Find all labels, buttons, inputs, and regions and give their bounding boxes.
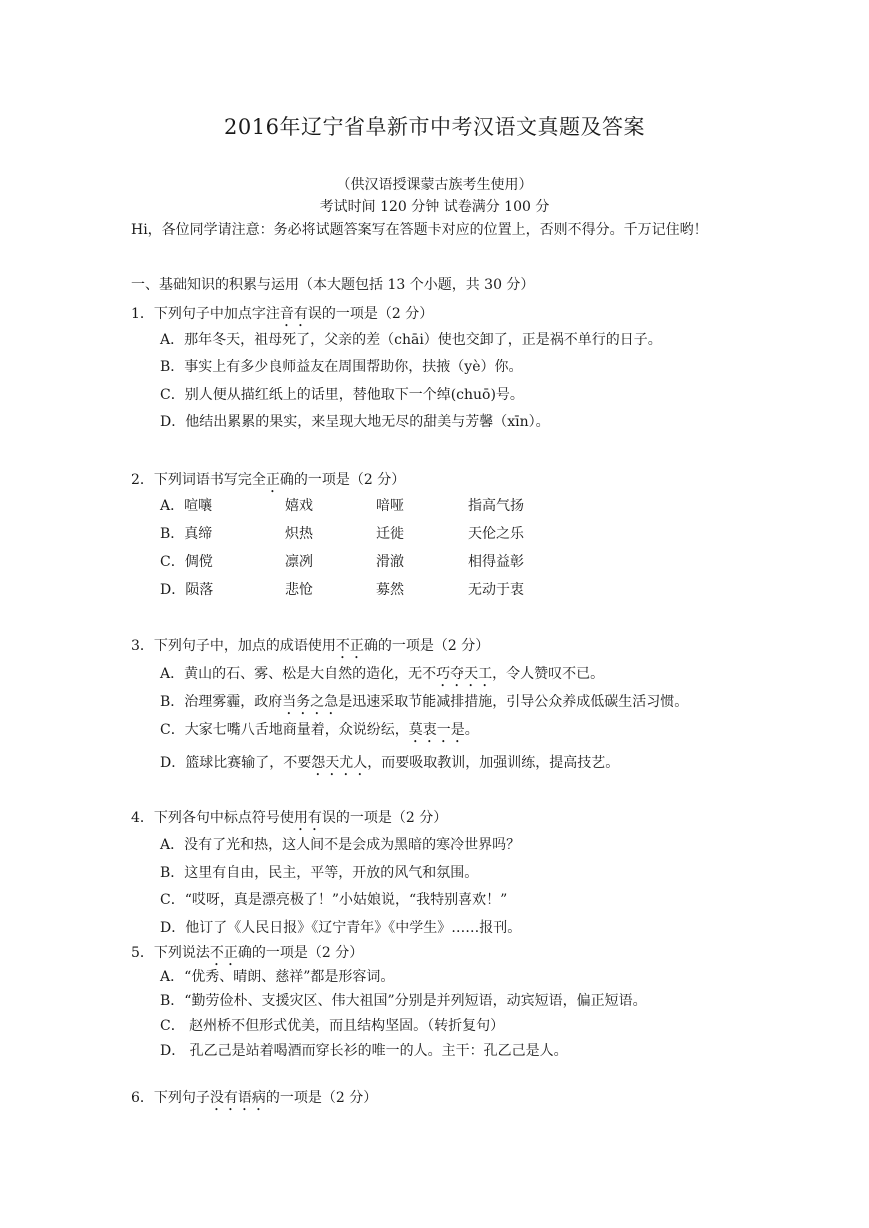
word-cell: 炽热 — [285, 526, 313, 542]
q3-option-a — [160, 666, 604, 690]
option-text: ，令人赞叹不已。 — [492, 666, 605, 682]
emphasized-idiom: 巧夺天工 — [436, 666, 493, 682]
q4-option-d: D．他订了《人民日报》《辽宁青年》《中学生》……报刊。 — [160, 920, 522, 936]
emphasized-text: 用有 — [293, 810, 322, 826]
word-cell: 迁徙 — [376, 526, 404, 542]
question-3-stem — [131, 638, 489, 662]
stem-text: 确的一项是（2 分） — [237, 945, 364, 961]
question-6-stem — [131, 1090, 377, 1114]
word-cell: A．喧嚷 — [160, 498, 213, 514]
section-heading: 一、基础知识的积累与运用（本大题包括 13 个小题，共 30 分） — [131, 277, 535, 293]
option-text: C．大家七嘴八舌地商量着，众说纷纭， — [160, 722, 409, 738]
word-cell: B．真缔 — [160, 526, 213, 542]
word-cell: C．倜傥 — [160, 554, 213, 570]
emphasized-idiom: 当务之急 — [282, 694, 339, 710]
option-text: 。 — [464, 722, 479, 738]
q5-option-b: B．“勤劳俭朴、支援灾区、伟大祖国”分别是并列短语，动宾短语，偏正短语。 — [160, 993, 647, 1009]
stem-text: 的一项是（2 分） — [265, 1090, 378, 1106]
stem-text: 5．下列说法 — [131, 945, 210, 961]
emphasized-text: 不正 — [335, 638, 364, 654]
emphasized-text: 正 — [265, 472, 280, 488]
stem-text: 4．下列各句中标点符号使 — [131, 810, 294, 826]
q1-option-b: B．事实上有多少良师益友在周围帮助你，扶掖（yè）你。 — [160, 359, 523, 375]
word-cell: 无动于衷 — [468, 582, 524, 598]
page-title: 2016年辽宁省阜新市中考汉语文真题及答案 — [224, 115, 645, 139]
word-cell: 悲怆 — [285, 582, 313, 598]
stem-text: 1．下列句子中加点字注 — [131, 306, 280, 322]
emphasized-text: 音有 — [279, 306, 308, 322]
q5-option-d: D． 孔乙己是站着喝酒而穿长衫的唯一的人。主干：孔乙己是人。 — [160, 1043, 568, 1059]
word-cell: 募然 — [376, 582, 404, 598]
question-5-stem — [131, 945, 363, 969]
option-text: B．治理雾霾，政府 — [160, 694, 283, 710]
word-cell: 凛冽 — [285, 554, 313, 570]
q4-option-b: B．这里有自由，民主，平等，开放的风气和氛围。 — [160, 865, 479, 881]
emphasized-text: 不正 — [209, 945, 238, 961]
stem-text: 6．下列句子 — [131, 1090, 210, 1106]
word-cell: 天伦之乐 — [468, 526, 524, 542]
question-1-stem — [131, 306, 433, 330]
word-cell: 相得益彰 — [468, 554, 524, 570]
stem-text: 确的一项是（2 分） — [279, 472, 406, 488]
stem-text: 误的一项是（2 分） — [307, 306, 434, 322]
q3-option-b — [160, 694, 688, 718]
q1-option-a: A．那年冬天，祖母死了，父亲的差（chāi）使也交卸了，正是祸不单行的日子。 — [160, 332, 662, 348]
q4-option-c: C．“哎呀，真是漂亮极了！”小姑娘说，“我特别喜欢！” — [160, 892, 508, 908]
q5-option-c: C． 赵州桥不但形式优美，而且结构坚固。（转折复句） — [160, 1018, 505, 1034]
option-text: ，而要吸取教训，加强训练，提高技艺。 — [367, 755, 620, 771]
option-text: A．黄山的石、雾、松是大自然的造化，无不 — [160, 666, 437, 682]
emphasized-idiom: 怨天尤人 — [311, 755, 368, 771]
notice-text: Hi，各位同学请注意：务必将试题答案写在答题卡对应的位置上，否则不得分。千万记住哟！ — [131, 222, 708, 238]
stem-text: 3．下列句子中，加点的成语使用 — [131, 638, 336, 654]
q3-option-c — [160, 722, 479, 746]
stem-text: 误的一项是（2 分） — [321, 810, 448, 826]
question-2-stem — [131, 472, 405, 496]
q1-option-d: D．他结出累累的果实，来呈现大地无尽的甜美与芳馨（xīn）。 — [160, 414, 550, 430]
word-cell: 指高气扬 — [468, 498, 524, 514]
word-cell: D．陨落 — [160, 582, 214, 598]
q4-option-a: A．没有了光和热，这人间不是会成为黑暗的寒冷世界吗？ — [160, 837, 521, 853]
subtitle: （供汉语授课蒙古族考生使用） — [336, 177, 533, 193]
stem-text: 2．下列词语书写完全 — [131, 472, 266, 488]
q5-option-a: A．“优秀、晴朗、慈祥”都是形容词。 — [160, 969, 395, 985]
exam-info: 考试时间 120 分钟 试卷满分 100 分 — [319, 199, 550, 215]
emphasized-text: 没有语病 — [209, 1090, 266, 1106]
word-cell: 喑哑 — [376, 498, 404, 514]
word-cell: 嬉戏 — [285, 498, 313, 514]
stem-text: 确的一项是（2 分） — [363, 638, 490, 654]
emphasized-idiom: 莫衷一是 — [408, 722, 465, 738]
question-4-stem — [131, 810, 447, 834]
option-text: 是迅速采取节能减排措施，引导公众养成低碳生活习惯。 — [338, 694, 689, 710]
option-text: D．篮球比赛输了，不要 — [160, 755, 312, 771]
q1-option-c: C．别人便从描红纸上的话里，替他取下一个绰(chuō)号。 — [160, 387, 524, 403]
q3-option-d — [160, 755, 619, 779]
word-cell: 滑澈 — [376, 554, 404, 570]
